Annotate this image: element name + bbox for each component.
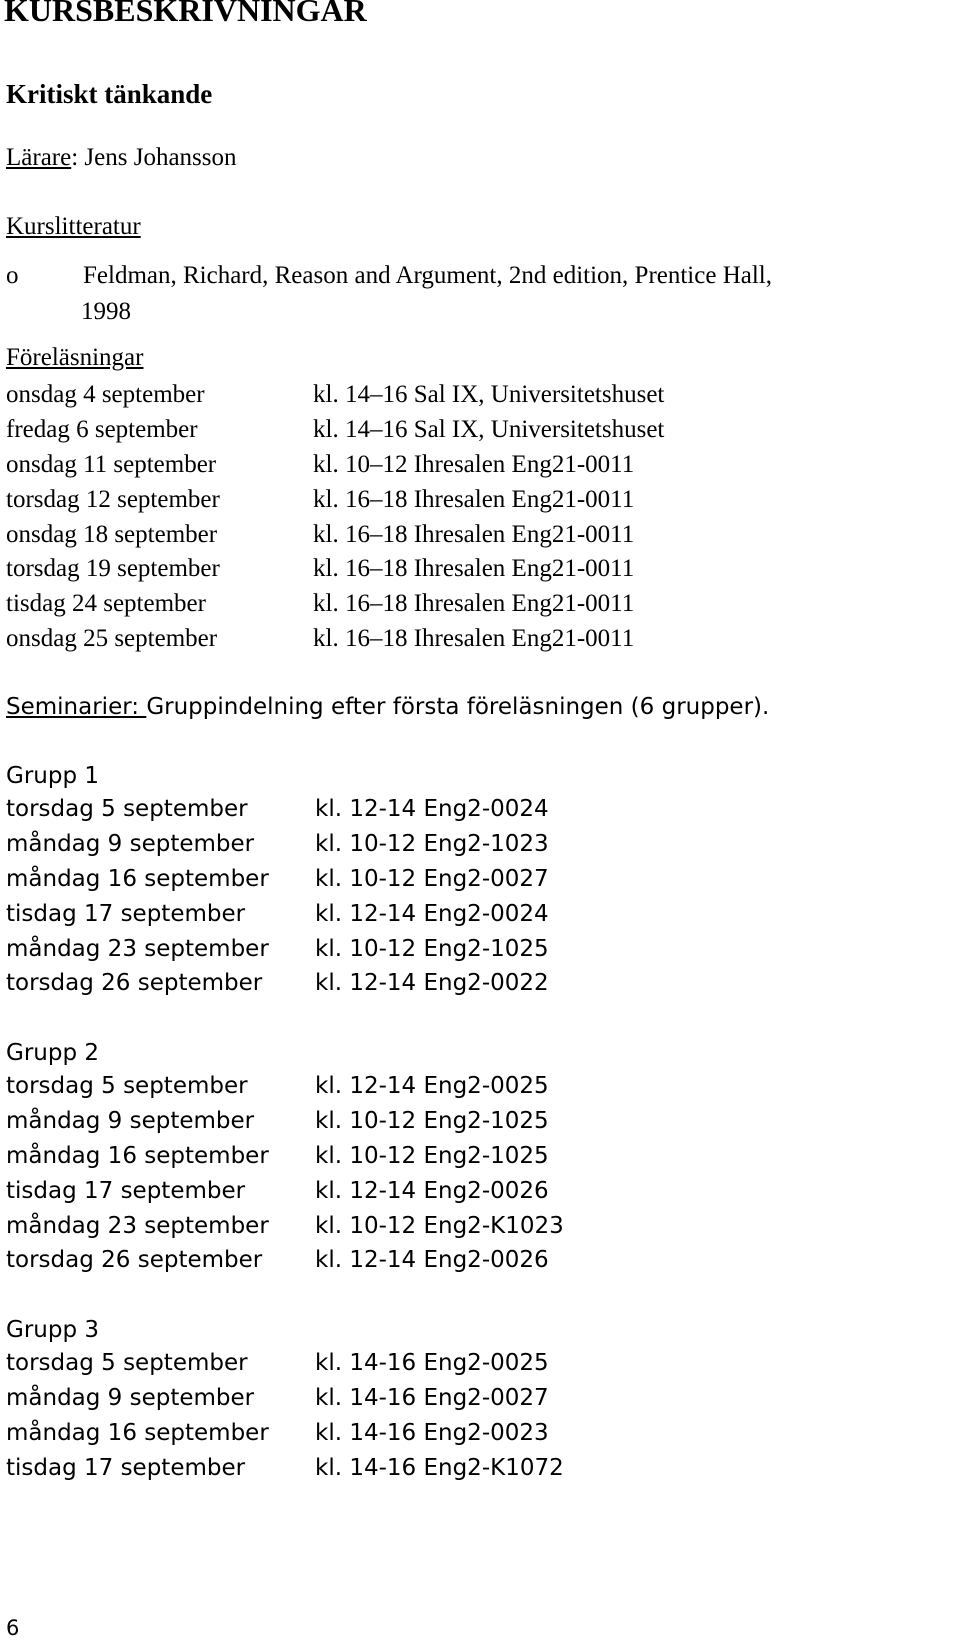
- schedule-detail: kl. 14-16 Eng2-0023: [315, 1419, 549, 1446]
- schedule-detail: kl. 16–18 Ihresalen Eng21-0011: [313, 590, 635, 618]
- schedule-day: tisdag 17 september: [6, 1454, 246, 1481]
- schedule-detail: kl. 10-12 Eng2-1025: [315, 1107, 549, 1134]
- schedule-detail: kl. 16–18 Ihresalen Eng21-0011: [313, 485, 635, 513]
- schedule-day: måndag 23 september: [6, 1212, 269, 1239]
- literature-line-1: Feldman, Richard, Reason and Argument, 2nd edition, Prentice Hall,: [83, 262, 772, 289]
- schedule-detail: kl. 14–16 Sal IX, Universitetshuset: [313, 381, 665, 408]
- schedule-day: tisdag 17 september: [6, 900, 246, 927]
- schedule-detail: kl. 10-12 Eng2-1025: [315, 1142, 549, 1169]
- schedule-day: måndag 16 september: [6, 1419, 269, 1446]
- schedule-detail: kl. 10-12 Eng2-0027: [315, 865, 549, 892]
- teacher-line: [6, 143, 237, 173]
- teacher-separator: :: [71, 144, 79, 171]
- schedule-detail: kl. 16–18 Ihresalen Eng21-0011: [313, 555, 635, 583]
- schedule-detail: kl. 14-16 Eng2-K1072: [315, 1454, 564, 1481]
- document-title: KURSBESKRIVNINGAR: [4, 0, 367, 28]
- schedule-day: torsdag 5 september: [6, 1350, 248, 1376]
- schedule-day: torsdag 26 september: [6, 970, 263, 997]
- literature-text: [6, 258, 936, 330]
- schedule-day: måndag 16 september: [6, 1142, 269, 1169]
- literature-line-2: 1998: [81, 298, 131, 325]
- schedule-detail: kl. 12-14 Eng2-0025: [315, 1073, 549, 1099]
- schedule-day: måndag 9 september: [6, 830, 255, 857]
- seminars-label: Seminarier:: [6, 694, 147, 720]
- lectures-heading: Föreläsningar: [6, 344, 144, 371]
- schedule-detail: kl. 12-14 Eng2-0026: [315, 1177, 549, 1204]
- course-title: Kritiskt tänkande: [6, 79, 213, 109]
- schedule-day: torsdag 26 september: [6, 1247, 263, 1274]
- schedule-detail: kl. 10–12 Ihresalen Eng21-0011: [313, 450, 635, 478]
- schedule-detail: kl. 12-14 Eng2-0022: [315, 970, 549, 997]
- schedule-detail: kl. 14-16 Eng2-0025: [315, 1350, 549, 1376]
- schedule-detail: kl. 12-14 Eng2-0026: [315, 1247, 549, 1274]
- schedule-day: onsdag 25 september: [6, 625, 218, 653]
- schedule-detail: kl. 10-12 Eng2-K1023: [315, 1212, 564, 1239]
- group-1-label: Grupp 1: [6, 763, 99, 789]
- schedule-day: onsdag 11 september: [6, 450, 217, 478]
- schedule-day: måndag 16 september: [6, 865, 269, 892]
- teacher-label: Lärare: [6, 144, 72, 171]
- group-2-label: Grupp 2: [6, 1040, 99, 1066]
- schedule-detail: kl. 16–18 Ihresalen Eng21-0011: [313, 625, 635, 653]
- schedule-detail: kl. 16–18 Ihresalen Eng21-0011: [313, 520, 635, 548]
- schedule-day: torsdag 12 september: [6, 485, 220, 513]
- literature-item: [6, 258, 936, 330]
- schedule-detail: kl. 14–16 Sal IX, Universitetshuset: [313, 415, 665, 443]
- schedule-day: tisdag 17 september: [6, 1177, 246, 1204]
- schedule-day: onsdag 18 september: [6, 520, 218, 548]
- schedule-day: torsdag 5 september: [6, 1073, 248, 1099]
- schedule-detail: kl. 14-16 Eng2-0027: [315, 1384, 549, 1411]
- schedule-day: onsdag 4 september: [6, 381, 205, 408]
- schedule-detail: kl. 10-12 Eng2-1025: [315, 935, 549, 962]
- schedule-detail: kl. 12-14 Eng2-0024: [315, 900, 549, 927]
- schedule-day: tisdag 24 september: [6, 590, 206, 618]
- schedule-day: måndag 9 september: [6, 1107, 255, 1134]
- teacher-name: Jens Johansson: [78, 144, 237, 171]
- schedule-day: måndag 23 september: [6, 935, 269, 962]
- schedule-detail: kl. 10-12 Eng2-1023: [315, 830, 549, 857]
- schedule-detail: kl. 12-14 Eng2-0024: [315, 796, 549, 822]
- page-number: 6: [6, 1616, 20, 1640]
- schedule-day: fredag 6 september: [6, 415, 198, 443]
- bullet-icon: o: [6, 262, 19, 289]
- seminars-description: Gruppindelning efter första föreläsningen (6 grupper).: [146, 694, 770, 720]
- schedule-day: måndag 9 september: [6, 1384, 255, 1411]
- literature-heading: Kurslitteratur: [6, 213, 141, 240]
- group-3-label: Grupp 3: [6, 1317, 99, 1343]
- seminars-line: [6, 692, 769, 722]
- schedule-day: torsdag 19 september: [6, 555, 220, 583]
- schedule-day: torsdag 5 september: [6, 796, 248, 822]
